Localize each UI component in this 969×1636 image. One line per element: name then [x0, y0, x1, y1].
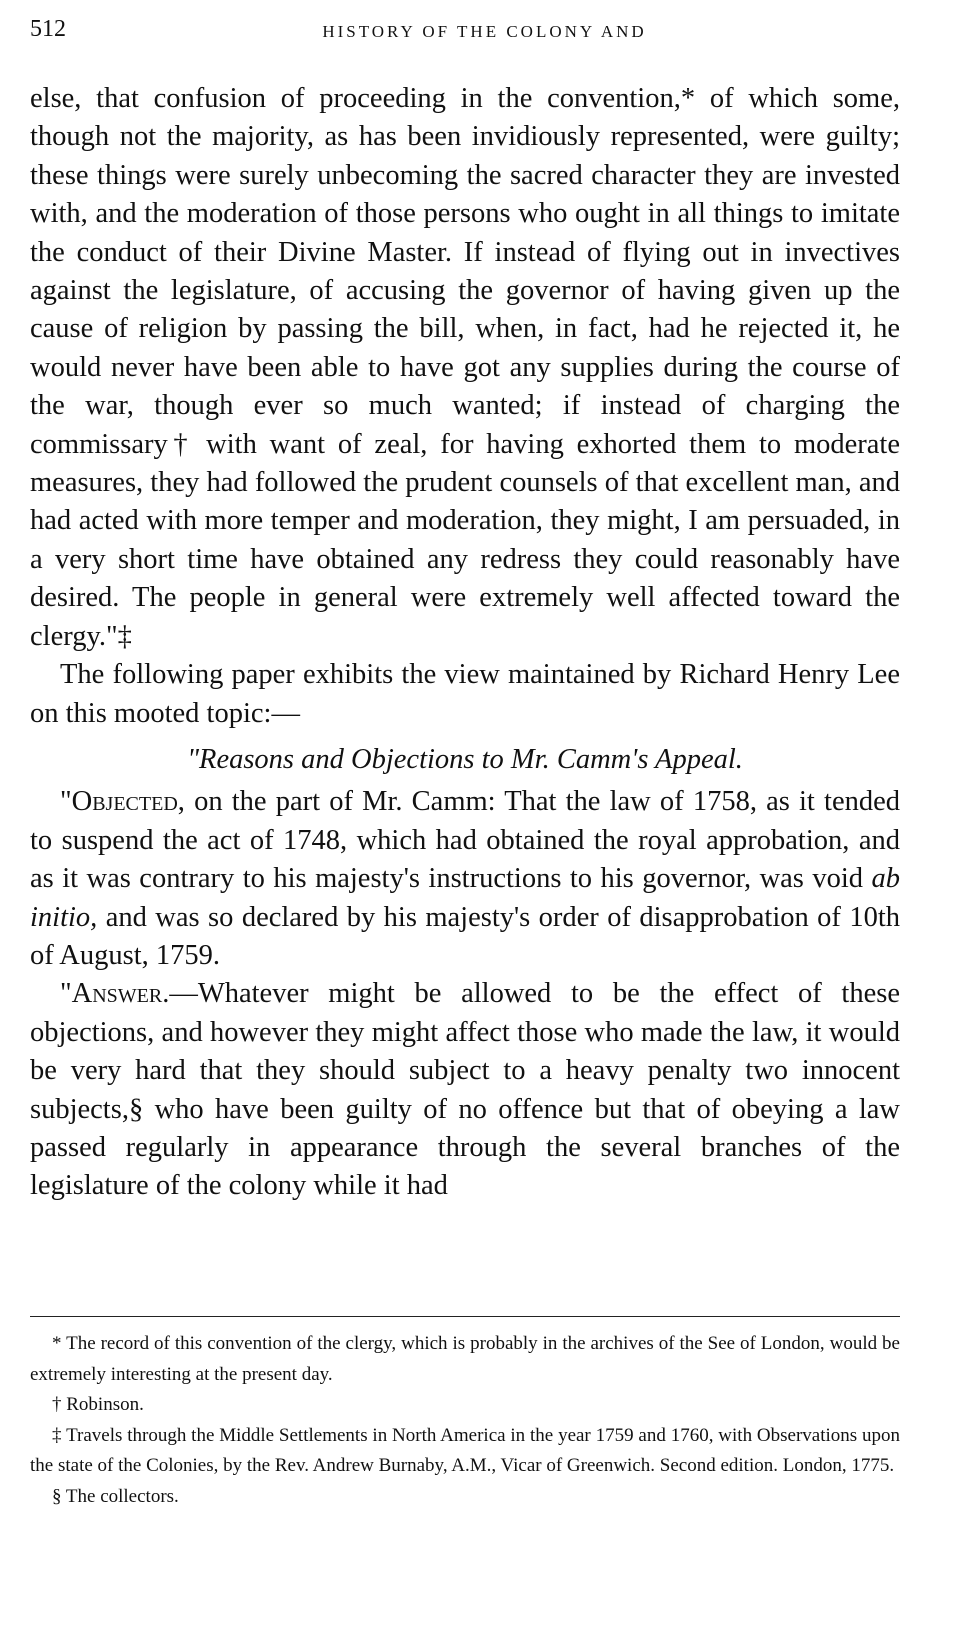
objected-italic: ab initio, [30, 863, 900, 933]
footnote-4: § The collectors. [52, 1485, 179, 1507]
body-text [30, 80, 900, 1206]
page-number: 512 [30, 16, 66, 42]
footnote-3: ‡ Travels through the Middle Settlements in North America in the year 1759 and 1760, with Observations upon the state of the Colonies, by the Rev. Andrew Burnaby, A.M., Vicar of Greenwich. Second edition. London, 1775. [30, 1424, 900, 1477]
objected-text: on the part of Mr. Camm: That the law of 1758, as it tended to suspend the act of 1748, which had obtained the royal approbation, and as it was contrary to his majesty's instructions to his governor, was void [30, 786, 900, 895]
running-title: HISTORY OF THE COLONY AND [322, 22, 647, 41]
answer-text: —Whatever might be allowed to be the effect of these objections, and however they might affect those who made the law, it would be very hard that they should subject to a heavy penalty two innocent subjects,§ who have been guilty of no offence but that of obeying a law passed regularly in appearance through the several branches of the legislature of the colony while it had [30, 978, 900, 1202]
paragraph-answer [30, 975, 900, 1205]
objected-label: "Objected, [60, 786, 185, 818]
objected-end: and was so declared by his majesty's order of disapprobation of 10th of August, 1759. [30, 901, 900, 971]
footnote-1: * The record of this convention of the clergy, which is probably in the archives of the See of London, would be extremely interesting at the present day. [30, 1333, 900, 1385]
paragraph-intro: The following paper exhibits the view maintained by Richard Henry Lee on this mooted topic:— [30, 659, 900, 729]
document-heading: "Reasons and Objections to Mr. Camm's Appeal. [187, 743, 743, 775]
answer-label: "Answer. [60, 978, 170, 1010]
paragraph-objected [30, 783, 900, 975]
paragraph-continuation: else, that confusion of proceeding in the convention,* of which some, though not the majority, as has been invidiously represented, were guilty; these things were surely unbecoming the sacred character they are invested with, and the moderation of those persons who ought in all things to imitate the conduct of their Divine Master. If instead of flying out in invectives against the legislature, of accusing the governor of having given up the cause of religion by passing the bill, when, in fact, had he rejected it, he would never have been able to have got any supplies during the course of the war, though ever so much wanted; if instead of charging the commissary† with want of zeal, for having exhorted them to moderate measures, they had followed the prudent counsels of that excellent man, and had acted with more temper and moderation, they might, I am persuaded, in a very short time have obtained any redress they could reasonably have desired. The people in general were extremely well affected toward the clergy."‡ [30, 83, 900, 652]
page-header [30, 14, 939, 54]
footnote-2: † Robinson. [52, 1394, 144, 1416]
footnotes [30, 1316, 900, 1513]
